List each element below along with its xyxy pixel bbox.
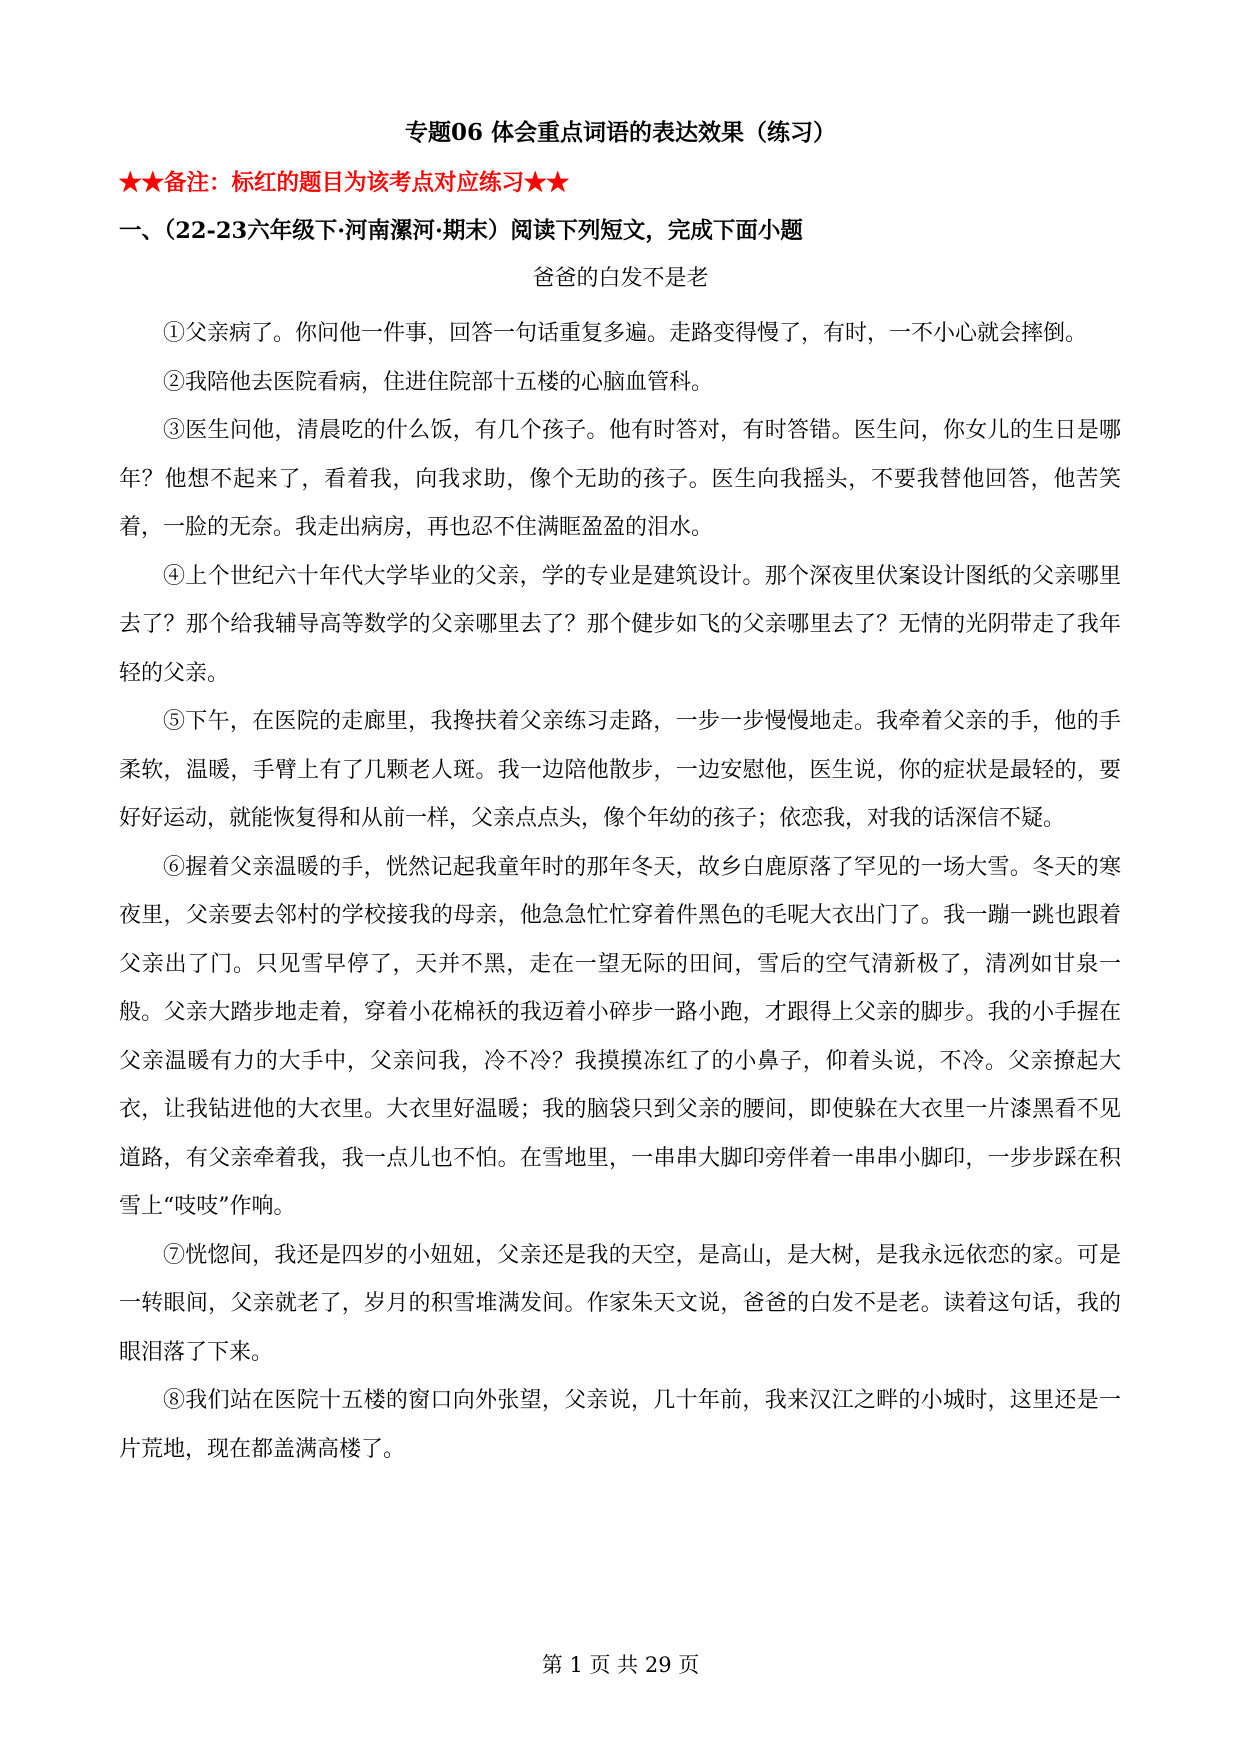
document-title: 专题06 体会重点词语的表达效果（练习） — [404, 119, 836, 146]
paragraph-6: ⑥握着父亲温暖的手，恍然记起我童年时的那年冬天，故乡白鹿原落了罕见的一场大雪。冬天的寒夜里，父亲要去邻村的学校接我的母亲，他急急忙忙穿着件黑色的毛呢大衣出门了。我一蹦一跳也跟着父亲出了门。只见雪早停了，天并不黑，走在一望无际的田间，雪后的空气清新极了，清冽如甘泉一般。父亲大踏步地走着，穿着小花棉袄的我迈着小碎步一路小跑，才跟得上父亲的脚步。我的小手握在父亲温暖有力的大手中，父亲问我，冷不冷？我摸摸冻红了的小鼻子，仰着头说，不冷。父亲撩起大衣，让我钻进他的大衣里。大衣里好温暖；我的脑袋只到父亲的腰间，即使躲在大衣里一片漆黑看不见道路，有父亲牵着我，我一点儿也不怕。在雪地里，一串串大脚印旁伴着一串串小脚印，一步步踩在积雪上“吱吱”作响。 — [119, 854, 1121, 1219]
paragraph-8: ⑧我们站在医院十五楼的窗口向外张望，父亲说，几十年前，我来汉江之畔的小城时，这里还是一片荒地，现在都盖满高楼了。 — [119, 1388, 1121, 1462]
red-note: ★★备注：标红的题目为该考点对应练习★★ — [119, 170, 570, 196]
paragraph-4: ④上个世纪六十年代大学毕业的父亲，学的专业是建筑设计。那个深夜里伏案设计图纸的父亲哪里去了？那个给我辅导高等数学的父亲哪里去了？那个健步如飞的父亲哪里去了？无情的光阴带走了我年轻的父亲。 — [119, 563, 1121, 686]
paragraph-3: ③医生问他，清晨吃的什么饭，有几个孩子。他有时答对，有时答错。医生问，你女儿的生日是哪年？他想不起来了，看着我，向我求助，像个无助的孩子。医生向我摇头，不要我替他回答，他苦笑着，一脸的无奈。我走出病房，再也忍不住满眶盈盈的泪水。 — [119, 418, 1121, 540]
paragraph-7: ⑦恍惚间，我还是四岁的小妞妞，父亲还是我的天空，是高山，是大树，是我永远依恋的家。可是一转眼间，父亲就老了，岁月的积雪堆满发间。作家朱天文说，爸爸的白发不是老。读着这句话，我的眼泪落了下来。 — [119, 1242, 1121, 1365]
article-title: 爸爸的白发不是老 — [532, 266, 709, 291]
paragraph-1: ①父亲病了。你问他一件事，回答一句话重复多遍。走路变得慢了，有时，一不小心就会摔倒。 — [163, 321, 1088, 346]
page-footer: 第 1 页 共 29 页 — [541, 1653, 700, 1677]
paragraph-2: ②我陪他去医院看病，住进住院部十五楼的心脑血管科。 — [163, 369, 714, 395]
paragraph-5: ⑤下午，在医院的走廊里，我搀扶着父亲练习走路，一步一步慢慢地走。我牵着父亲的手，他的手柔软，温暖，手臂上有了几颗老人斑。我一边陪他散步，一边安慰他，医生说，你的症状是最轻的，要好好运动，就能恢复得和从前一样，父亲点点头，像个年幼的孩子；依恋我，对我的话深信不疑。 — [119, 709, 1121, 831]
article-body — [119, 310, 1121, 1474]
section-heading: 一、（22-23六年级下·河南漯河·期末）阅读下列短文，完成下面小题 — [119, 218, 803, 244]
